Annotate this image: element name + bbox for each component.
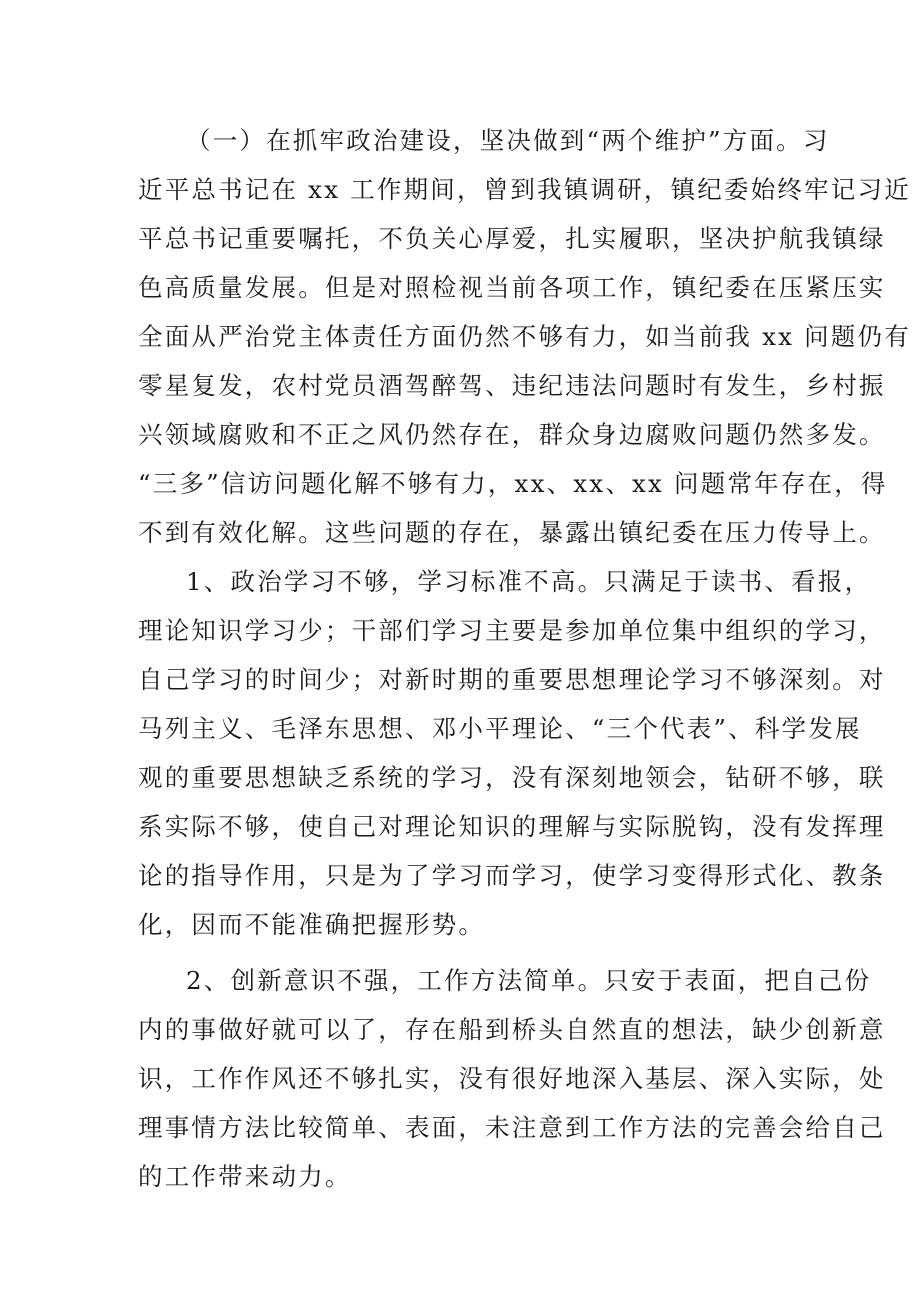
text-line: 平总书记重要嘱托，不负关心厚爱，扎实履职，坚决护航我镇绿	[138, 224, 886, 253]
text-line: 1、政治学习不够，学习标准不高。只满足于读书、看报，	[186, 567, 872, 596]
text-line: 马列主义、毛泽东思想、邓小平理论、“三个代表”、科学发展	[138, 714, 862, 743]
text-line: 内的事做好就可以了，存在船到桥头自然直的想法，缺少创新意	[138, 1015, 886, 1044]
text-line: 理事情方法比较简单、表面，未注意到工作方法的完善会给自己	[138, 1113, 886, 1142]
text-line: “三多”信访问题化解不够有力，xx、xx、xx 问题常年存在，得	[138, 469, 888, 498]
text-line: 理论知识学习少；干部们学习主要是参加单位集中组织的学习，	[138, 616, 886, 645]
text-line: 兴领域腐败和不正之风仍然存在，群众身边腐败问题仍然多发。	[138, 420, 886, 449]
text-line: 全面从严治党主体责任方面仍然不够有力，如当前我 xx 问题仍有	[138, 322, 911, 351]
text-line: 近平总书记在 xx 工作期间，曾到我镇调研，镇纪委始终牢记习近	[138, 175, 911, 204]
text-line: 的工作带来动力。	[138, 1162, 352, 1191]
text-line: 化，因而不能准确把握形势。	[138, 910, 486, 939]
text-line: 2、创新意识不强，工作方法简单。只安于表面，把自己份	[186, 966, 872, 995]
text-line: （一）在抓牢政治建设，坚决做到“两个维护”方面。习	[186, 126, 830, 155]
text-line: 论的指导作用，只是为了学习而学习，使学习变得形式化、教条	[138, 861, 886, 890]
text-line: 不到有效化解。这些问题的存在，暴露出镇纪委在压力传导上。	[138, 518, 886, 547]
text-line: 识，工作作风还不够扎实，没有很好地深入基层、深入实际，处	[138, 1064, 886, 1093]
text-line: 零星复发，农村党员酒驾醉驾、违纪违法问题时有发生，乡村振	[138, 371, 886, 400]
text-line: 观的重要思想缺乏系统的学习，没有深刻地领会，钻研不够，联	[138, 763, 886, 792]
text-line: 自己学习的时间少；对新时期的重要思想理论学习不够深刻。对	[138, 665, 886, 694]
text-line: 色高质量发展。但是对照检视当前各项工作，镇纪委在压紧压实	[138, 273, 886, 302]
text-line: 系实际不够，使自己对理论知识的理解与实际脱钩，没有发挥理	[138, 812, 886, 841]
